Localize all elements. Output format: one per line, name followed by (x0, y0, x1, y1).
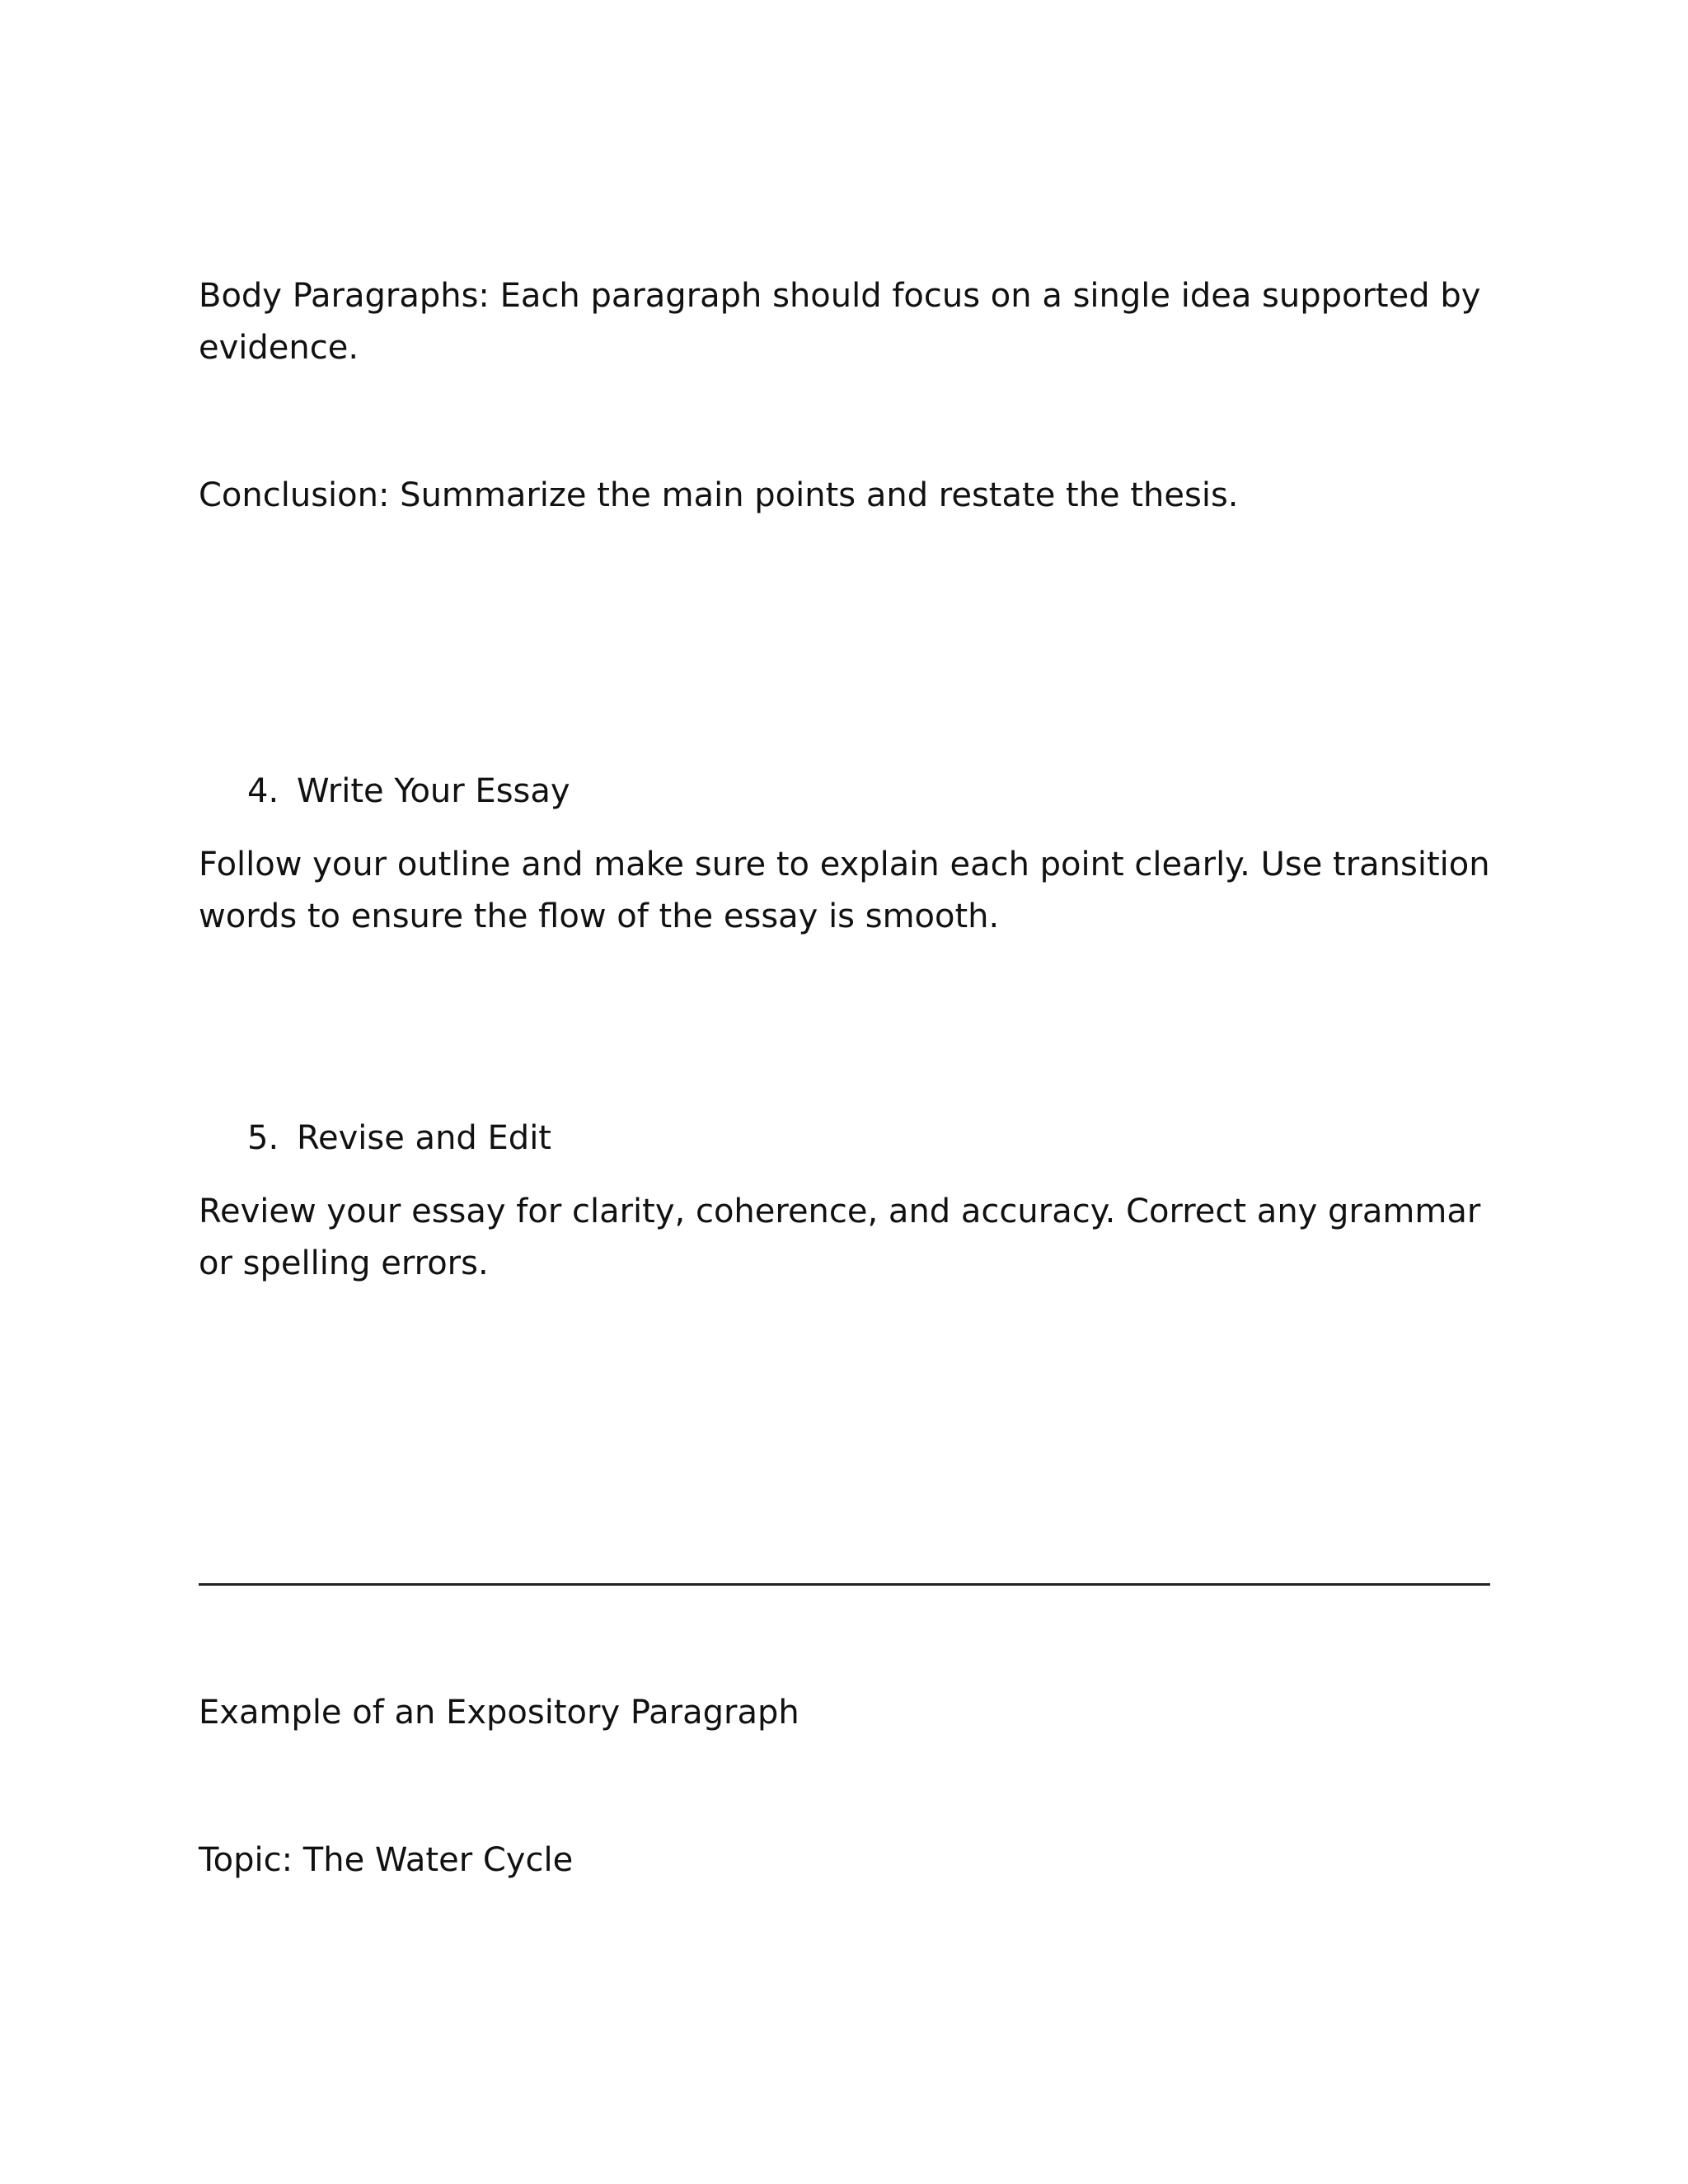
body-paragraphs-text: Body Paragraphs: Each paragraph should focus on a single idea supported by evidence. (199, 277, 1481, 367)
step-4-text: Follow your outline and make sure to explain each point clearly. Use transition words to ensure the flow of the essay is smooth. (199, 846, 1490, 935)
list-item-title: Revise and Edit (297, 1119, 551, 1157)
list-number: 5. (247, 1119, 279, 1157)
horizontal-divider (199, 1583, 1490, 1586)
example-heading: Example of an Expository Paragraph (199, 1694, 799, 1732)
conclusion-text: Conclusion: Summarize the main points and restate the thesis. (199, 476, 1239, 514)
topic-text: Topic: The Water Cycle (199, 1841, 574, 1879)
list-item-title: Write Your Essay (297, 772, 570, 810)
list-item-step-4 (247, 766, 570, 818)
list-item-step-5 (247, 1113, 551, 1165)
list-number: 4. (247, 772, 279, 810)
step-5-text: Review your essay for clarity, coherence, and accuracy. Correct any grammar or spelling errors. (199, 1193, 1481, 1282)
